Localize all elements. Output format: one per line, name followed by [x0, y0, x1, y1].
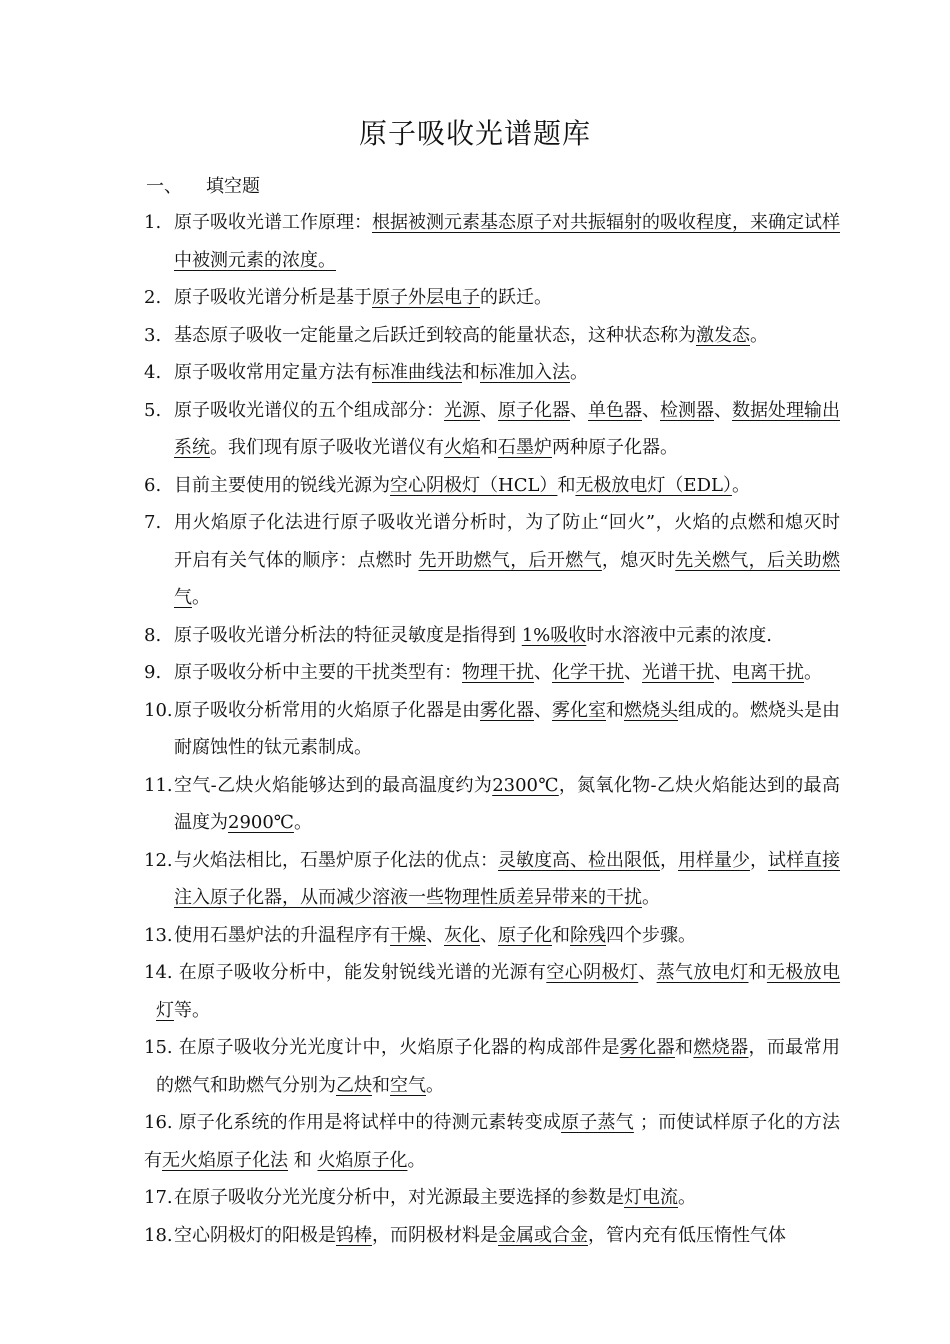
answer-blank: 单色器 [588, 399, 642, 421]
answer-blank: 除残 [570, 924, 606, 946]
answer-blank: 无极放电灯（EDL） [575, 474, 732, 496]
question-text: 。 [731, 474, 750, 496]
answer-blank: 光谱干扰 [642, 662, 714, 683]
answer-blank: 物理干扰 [462, 662, 534, 683]
answer-blank: 电离干扰 [732, 662, 804, 683]
question-item [144, 279, 840, 317]
answer-blank: 数据处理输出系统 [174, 399, 840, 458]
question-text: 原子化系统的作用是将试样中的待测元素转变成 [178, 1112, 562, 1133]
question-number: 3. [144, 324, 162, 346]
answer-blank: 钨棒 [336, 1224, 372, 1246]
question-text: 和 [552, 924, 570, 946]
question-item [144, 954, 840, 1029]
answer-blank: 化学干扰 [552, 662, 624, 683]
question-text: ， [750, 849, 768, 871]
answer-blank: 原子外层电子 [372, 287, 480, 308]
answer-blank: 空气 [390, 1074, 426, 1096]
question-text: ，氮氧化物-乙炔火焰能达到的最高温度为 [174, 774, 840, 833]
question-item [144, 392, 840, 467]
question-text: 原子吸收常用定量方法有 [174, 362, 372, 383]
question-text: 和 [372, 1074, 390, 1096]
question-text: 。 [570, 362, 588, 383]
question-number: 4. [144, 362, 162, 383]
answer-blank: 2300℃ [492, 774, 559, 796]
answer-blank: 原子化器 [498, 399, 570, 421]
answer-blank: 火焰 [444, 437, 480, 458]
question-text: 原子吸收光谱分析法的特征灵敏度是指得到 [174, 624, 522, 646]
question-text: 、 [714, 662, 732, 683]
question-number: 9. [144, 662, 162, 683]
question-text: 用火焰原子化法进行原子吸收光谱分析时，为了防止“回火”，火焰的点燃和熄灭时开启有关气体的顺序：点燃时 [174, 512, 840, 571]
question-text: 和 [674, 1037, 694, 1058]
question-text: ， [660, 849, 678, 871]
question-item [144, 1179, 840, 1217]
question-text: 、 [570, 399, 588, 421]
answer-blank: 灯电流 [624, 1187, 678, 1208]
answer-blank: 燃烧器 [693, 1037, 749, 1058]
question-text: ，而最常用的燃气和助燃气分别为 [156, 1037, 841, 1096]
question-number: 17. [144, 1187, 173, 1208]
question-text: 组成的。燃烧头是由耐腐蚀性的钛元素制成。 [174, 699, 840, 758]
question-number: 15. [144, 1037, 179, 1058]
question-text: 。 [192, 587, 210, 608]
question-text: 和 [748, 962, 767, 983]
question-number: 1. [144, 212, 162, 233]
question-text: 。 [642, 887, 660, 908]
question-text: 在原子吸收分析中，能发射锐线光谱的光源有 [178, 962, 547, 983]
answer-blank: 蒸气放电灯 [656, 962, 749, 983]
question-text: 的跃迁。 [480, 287, 552, 308]
answer-blank: 干燥 [390, 924, 426, 946]
question-text: 等。 [174, 999, 210, 1021]
question-text: 、 [480, 399, 498, 421]
answer-blank: 先开助燃气，后开燃气 [418, 549, 602, 571]
question-number: 8. [144, 624, 162, 646]
answer-blank: 石墨炉 [498, 437, 552, 458]
answer-blank: 金属或合金 [498, 1224, 588, 1246]
question-number: 10. [144, 699, 173, 721]
question-item [144, 654, 840, 692]
answer-blank: 雾化室 [552, 699, 606, 721]
question-text: ，而阴极材料是 [372, 1224, 498, 1246]
answer-blank: 光源 [444, 399, 480, 421]
question-text: 原子吸收分析中主要的干扰类型有： [174, 662, 462, 683]
question-item [144, 317, 840, 355]
answer-blank: 无极放电灯 [156, 962, 841, 1021]
answer-blank: 激发态 [696, 324, 750, 346]
question-text: 和 [462, 362, 480, 383]
question-text: 和 [557, 474, 576, 496]
question-text: 、 [624, 662, 642, 683]
answer-blank: 雾化器 [619, 1037, 675, 1058]
answer-blank: 空心阴极灯（HCL） [390, 474, 558, 496]
question-text: 。 [678, 1187, 696, 1208]
question-text: 原子吸收光谱工作原理： [174, 212, 372, 233]
answer-blank: 标准曲线法 [372, 362, 462, 383]
answer-blank: 灰化 [444, 924, 480, 946]
answer-blank: 标准加入法 [480, 362, 570, 383]
question-text: 和 [606, 699, 624, 721]
question-text: 与火焰法相比，石墨炉原子化法的优点： [174, 849, 498, 871]
question-number: 11. [144, 774, 173, 796]
question-text: 时水溶液中元素的浓度. [586, 624, 773, 646]
question-text: 在原子吸收分光光度计中，火焰原子化器的构成部件是 [178, 1037, 620, 1058]
answer-blank: 乙炔 [336, 1074, 372, 1096]
question-text: 。我们现有原子吸收光谱仪有 [210, 437, 444, 458]
question-item [144, 204, 840, 279]
page-title: 原子吸收光谱题库 [358, 117, 591, 150]
question-item [144, 842, 840, 917]
question-text: ；而使试样原子化的方法有 [144, 1112, 840, 1171]
answer-blank: 1%吸收 [521, 624, 587, 646]
question-number: 16. [144, 1112, 179, 1133]
question-text: 、 [426, 924, 444, 946]
question-number: 5. [144, 399, 162, 421]
question-number: 2. [144, 287, 162, 308]
answer-blank: 空心阴极灯 [546, 962, 639, 983]
question-item [144, 617, 840, 655]
question-text: 原子吸收光谱仪的五个组成部分： [174, 399, 444, 421]
answer-blank: 燃烧头 [624, 699, 678, 721]
question-text: 四个步骤。 [606, 924, 696, 946]
answer-blank: 根据被测元素基态原子对共振辐射的吸收程度，来确定试样中被测元素的浓度。 [174, 212, 840, 271]
question-text: 原子吸收分析常用的火焰原子化器是由 [174, 699, 480, 721]
question-text: 。 [750, 324, 768, 346]
question-text: 、 [534, 699, 552, 721]
question-text: 、 [642, 399, 660, 421]
question-text: 两种原子化器。 [552, 437, 678, 458]
question-text: 在原子吸收分光光度分析中，对光源最主要选择的参数是 [174, 1187, 624, 1208]
question-text: ，熄灭时 [601, 549, 676, 571]
question-item [144, 467, 840, 505]
answer-blank: 灵敏度高、检出限低 [498, 849, 660, 871]
answer-blank: 原子化 [498, 924, 552, 946]
section-heading [146, 172, 260, 198]
answer-blank: 试样直接注入原子化器，从而减少溶液一些物理性质差异带来的干扰 [174, 849, 840, 908]
question-text: 原子吸收光谱分析是基于 [174, 287, 372, 308]
question-list [144, 204, 840, 1254]
question-text: 、 [638, 962, 657, 983]
question-text: 目前主要使用的锐线光源为 [174, 474, 390, 496]
question-text: 。 [407, 1149, 426, 1171]
question-item [144, 1029, 840, 1104]
answer-blank: 火焰原子化 [317, 1149, 408, 1171]
question-text: ，管内充有低压惰性气体 [588, 1224, 786, 1246]
question-text: 。 [293, 812, 312, 833]
question-item [144, 917, 840, 955]
question-item [144, 1217, 840, 1255]
question-item [144, 767, 840, 842]
question-text: 、 [480, 924, 498, 946]
question-item [144, 354, 840, 392]
question-number: 6. [144, 474, 162, 496]
question-text: 、 [534, 662, 552, 683]
question-text: 。 [426, 1074, 444, 1096]
question-number: 12. [144, 849, 173, 871]
question-text: 基态原子吸收一定能量之后跃迁到较高的能量状态，这种状态称为 [174, 324, 696, 346]
question-text: 空气-乙炔火焰能够达到的最高温度约为 [174, 774, 493, 796]
question-text: 。 [804, 662, 822, 683]
question-text: 和 [480, 437, 498, 458]
answer-blank: 原子蒸气 [561, 1112, 634, 1133]
question-number: 7. [144, 512, 162, 533]
question-item [144, 1104, 840, 1179]
question-number: 18. [144, 1224, 173, 1246]
answer-blank: 雾化器 [480, 699, 534, 721]
section-number: 一、 [146, 176, 182, 197]
question-number: 13. [144, 924, 173, 946]
answer-blank: 2900℃ [228, 812, 294, 833]
section-label: 填空题 [206, 176, 260, 197]
question-text: 、 [714, 399, 732, 421]
answer-blank: 用样量少 [678, 849, 750, 871]
question-text: 空心阴极灯的阳极是 [174, 1224, 336, 1246]
question-text: 和 [288, 1149, 318, 1171]
question-text: 使用石墨炉法的升温程序有 [174, 924, 390, 946]
question-item [144, 504, 840, 617]
answer-blank: 检测器 [660, 399, 714, 421]
question-item [144, 692, 840, 767]
answer-blank: 先关燃气，后关助燃气 [174, 549, 841, 608]
answer-blank: 无火焰原子化法 [162, 1149, 288, 1171]
question-number: 14. [144, 962, 179, 983]
